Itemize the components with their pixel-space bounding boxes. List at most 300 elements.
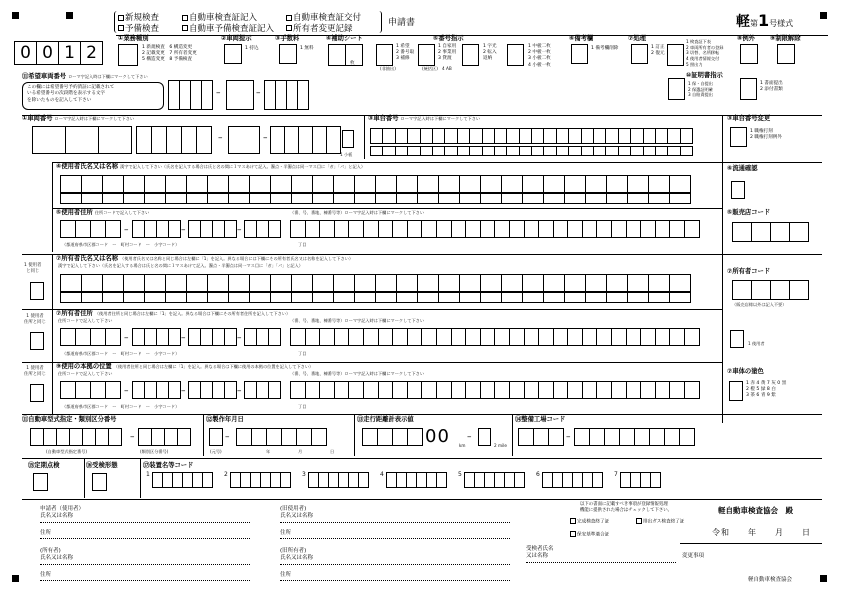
input-cell[interactable] [382,128,395,144]
input-cell[interactable] [354,175,376,193]
shiyosha-name-cells-2[interactable] [60,193,690,204]
input-cell[interactable] [494,381,510,399]
input-cell[interactable] [789,280,809,300]
input-cell[interactable] [494,328,510,346]
shiyo-jusho-address[interactable] [290,220,699,238]
input-cell[interactable] [553,381,569,399]
input-cell[interactable] [249,193,271,204]
input-cell[interactable] [251,428,267,446]
input-cell[interactable] [228,274,250,292]
input-cell[interactable] [123,274,145,292]
input-cell[interactable] [305,220,321,238]
input-cell[interactable] [574,428,590,446]
input-cell[interactable] [640,381,656,399]
input-cell[interactable] [395,146,408,156]
input-cell[interactable] [236,428,252,446]
input-cell[interactable] [144,193,166,204]
input-cell[interactable] [375,292,397,303]
gengo-input[interactable] [209,428,223,446]
address-line[interactable] [280,580,510,581]
signature-line[interactable] [40,522,250,523]
kibo-cells[interactable] [168,80,212,110]
input-cell[interactable] [305,328,321,346]
input-cell[interactable] [186,193,208,204]
shoyu-jusho-code[interactable] [132,328,180,346]
input-cell[interactable] [144,274,166,292]
input-cell[interactable] [268,328,281,346]
unit-input[interactable] [478,428,491,446]
input-cell[interactable] [312,126,327,154]
input-cell[interactable] [509,381,525,399]
input-cell[interactable] [480,328,496,346]
input-cell[interactable] [593,128,606,144]
input-cell[interactable] [655,146,668,156]
kogata-input[interactable] [342,130,354,148]
checkbox[interactable] [636,518,642,524]
input-cell[interactable] [604,428,620,446]
input-cell[interactable] [75,328,91,346]
input-cell[interactable] [123,193,145,204]
input-cell[interactable] [138,428,152,446]
input-cell[interactable] [640,328,656,346]
input-cell[interactable] [334,328,350,346]
input-cell[interactable] [436,472,447,488]
input-cell[interactable] [585,175,607,193]
input-cell[interactable] [611,381,627,399]
kibo-kana[interactable] [226,80,254,110]
input-cell[interactable] [506,128,519,144]
input-cell[interactable] [363,381,379,399]
input-cell[interactable] [680,128,693,144]
input-cell[interactable] [30,428,44,446]
input-cell[interactable] [684,328,700,346]
input-cell[interactable] [392,428,408,446]
input-cell[interactable] [362,428,378,446]
input-cell[interactable] [582,381,598,399]
input-cell[interactable] [268,381,281,399]
reigai-input[interactable] [740,44,758,64]
input-cell[interactable] [291,274,313,292]
input-cell[interactable] [421,220,437,238]
input-cell[interactable] [102,193,124,204]
bango-input-4[interactable] [507,44,524,66]
input-cell[interactable] [605,128,618,144]
input-cell[interactable] [326,126,341,154]
input-cell[interactable] [95,428,109,446]
input-cell[interactable] [268,220,281,238]
input-cell[interactable] [165,274,187,292]
sharyo-bango-cells-2[interactable] [270,126,340,154]
input-cell[interactable] [228,292,250,303]
input-cell[interactable] [375,193,397,204]
input-cell[interactable] [168,381,181,399]
input-cell[interactable] [581,146,594,156]
honkyo-code[interactable] [60,381,120,399]
sharyo-bango-region[interactable] [98,126,132,154]
honkyo-address[interactable] [290,381,699,399]
shiyo-jusho-code[interactable] [188,220,236,238]
input-cell[interactable] [568,146,581,156]
hojo-input[interactable] [328,44,346,66]
input-cell[interactable] [82,428,96,446]
seigen-input[interactable] [777,44,795,64]
input-cell[interactable] [494,146,507,156]
input-cell[interactable] [626,220,642,238]
signature-line[interactable] [40,564,250,565]
input-cell[interactable] [207,193,229,204]
input-cell[interactable] [354,274,376,292]
honkyo-code[interactable] [188,381,236,399]
input-cell[interactable] [207,274,229,292]
input-cell[interactable] [105,328,121,346]
input-cell[interactable] [417,193,439,204]
input-cell[interactable] [81,193,103,204]
input-cell[interactable] [377,428,393,446]
input-cell[interactable] [432,128,445,144]
input-cell[interactable] [643,146,656,156]
input-cell[interactable] [105,220,121,238]
input-cell[interactable] [136,126,152,154]
input-cell[interactable] [589,428,605,446]
input-cell[interactable] [533,428,549,446]
input-cell[interactable] [648,274,670,292]
tesu-input[interactable] [279,44,297,64]
shiyo-jusho-code[interactable] [132,220,180,238]
input-cell[interactable] [375,274,397,292]
input-cell[interactable] [522,193,544,204]
input-cell[interactable] [457,146,470,156]
input-cell[interactable] [667,128,680,144]
input-cell[interactable] [436,381,452,399]
input-cell[interactable] [494,128,507,144]
input-cell[interactable] [407,381,423,399]
honkyo-code[interactable] [244,381,280,399]
input-cell[interactable] [655,381,671,399]
input-cell[interactable] [564,292,586,303]
shoyu-jusho-same-input[interactable] [30,332,44,350]
kibo-cells-2[interactable] [264,80,308,110]
input-cell[interactable] [524,381,540,399]
input-cell[interactable] [319,220,335,238]
sharyo-bango-region[interactable] [32,126,66,154]
jushin-input[interactable] [92,473,107,491]
input-cell[interactable] [480,175,502,193]
input-cell[interactable] [469,128,482,144]
input-cell[interactable] [596,220,612,238]
input-cell[interactable] [382,146,395,156]
honkyo-same-input[interactable] [30,384,44,402]
input-cell[interactable] [514,472,525,488]
input-cell[interactable] [606,274,628,292]
input-cell[interactable] [56,428,70,446]
input-cell[interactable] [102,274,124,292]
bango-input-2[interactable] [418,44,435,66]
input-cell[interactable] [396,292,418,303]
input-cell[interactable] [524,220,540,238]
sharyo-bango-cells[interactable] [136,126,211,154]
input-cell[interactable] [669,274,691,292]
sochi-cells[interactable] [308,472,368,488]
input-cell[interactable] [543,128,556,144]
input-cell[interactable] [543,274,565,292]
input-cell[interactable] [60,175,82,193]
sharyo-teiji-input[interactable] [224,44,242,64]
input-cell[interactable] [506,146,519,156]
seibi-cells-2[interactable] [574,428,694,446]
input-cell[interactable] [319,328,335,346]
input-cell[interactable] [501,292,523,303]
input-cell[interactable] [319,381,335,399]
input-cell[interactable] [522,274,544,292]
input-cell[interactable] [582,220,598,238]
input-cell[interactable] [770,222,790,242]
input-cell[interactable] [567,220,583,238]
input-cell[interactable] [627,274,649,292]
input-cell[interactable] [596,381,612,399]
input-cell[interactable] [684,381,700,399]
input-cell[interactable] [270,274,292,292]
input-cell[interactable] [618,146,631,156]
sochi-cells[interactable] [386,472,446,488]
input-cell[interactable] [420,128,433,144]
input-cell[interactable] [270,193,292,204]
input-cell[interactable] [556,128,569,144]
input-cell[interactable] [407,220,423,238]
input-cell[interactable] [619,428,635,446]
input-cell[interactable] [457,128,470,144]
shiyo-jusho-code[interactable] [244,220,280,238]
input-cell[interactable] [375,175,397,193]
input-cell[interactable] [543,175,565,193]
input-cell[interactable] [543,146,556,156]
input-cell[interactable] [581,128,594,144]
input-cell[interactable] [432,146,445,156]
input-cell[interactable] [90,220,106,238]
sharyo-bango-region[interactable] [65,126,99,154]
input-cell[interactable] [202,472,213,488]
input-cell[interactable] [60,292,82,303]
input-cell[interactable] [567,381,583,399]
input-cell[interactable] [421,328,437,346]
input-cell[interactable] [643,128,656,144]
input-cell[interactable] [732,222,752,242]
input-cell[interactable] [378,381,394,399]
input-cell[interactable] [444,128,457,144]
input-cell[interactable] [123,175,145,193]
input-cell[interactable] [592,472,603,488]
input-cell[interactable] [333,274,355,292]
input-cell[interactable] [105,381,121,399]
input-cell[interactable] [669,193,691,204]
input-cell[interactable] [166,126,182,154]
input-cell[interactable] [228,193,250,204]
input-cell[interactable] [531,146,544,156]
input-cell[interactable] [201,80,213,110]
input-cell[interactable] [348,220,364,238]
input-cell[interactable] [480,381,496,399]
input-cell[interactable] [312,274,334,292]
color-input[interactable] [729,381,743,401]
input-cell[interactable] [270,292,292,303]
input-cell[interactable] [43,428,57,446]
input-cell[interactable] [363,220,379,238]
input-cell[interactable] [420,146,433,156]
input-cell[interactable] [207,175,229,193]
input-cell[interactable] [284,126,299,154]
shomei-input[interactable] [668,78,685,100]
input-cell[interactable] [669,220,685,238]
input-cell[interactable] [186,274,208,292]
input-cell[interactable] [451,381,467,399]
input-cell[interactable] [648,292,670,303]
input-cell[interactable] [407,428,423,446]
input-cell[interactable] [465,381,481,399]
input-cell[interactable] [396,175,418,193]
input-cell[interactable] [270,126,285,154]
input-cell[interactable] [606,193,628,204]
input-cell[interactable] [501,175,523,193]
input-cell[interactable] [465,220,481,238]
input-cell[interactable] [407,328,423,346]
input-cell[interactable] [509,220,525,238]
shoyu-jusho-code[interactable] [60,328,120,346]
input-cell[interactable] [655,220,671,238]
input-cell[interactable] [417,274,439,292]
address-line[interactable] [40,538,250,539]
sochi-cells[interactable] [230,472,290,488]
input-cell[interactable] [618,128,631,144]
input-cell[interactable] [228,175,250,193]
input-cell[interactable] [732,280,752,300]
input-cell[interactable] [207,292,229,303]
input-cell[interactable] [90,381,106,399]
input-cell[interactable] [333,175,355,193]
input-cell[interactable] [392,220,408,238]
input-cell[interactable] [630,146,643,156]
input-cell[interactable] [290,328,306,346]
kakunin-input[interactable] [667,44,684,66]
input-cell[interactable] [196,126,212,154]
input-cell[interactable] [186,292,208,303]
input-cell[interactable] [370,146,383,156]
input-cell[interactable] [522,175,544,193]
sochi-cells[interactable] [542,472,602,488]
input-cell[interactable] [296,428,312,446]
input-cell[interactable] [60,274,82,292]
input-cell[interactable] [249,274,271,292]
input-cell[interactable] [480,220,496,238]
signature-line[interactable] [280,564,510,565]
input-cell[interactable] [407,128,420,144]
input-cell[interactable] [582,328,598,346]
input-cell[interactable] [75,220,91,238]
shadai-cells-mark[interactable] [370,146,692,156]
input-cell[interactable] [378,220,394,238]
shoyusha-same-input[interactable] [30,282,44,300]
input-cell[interactable] [108,428,122,446]
input-cell[interactable] [480,193,502,204]
input-cell[interactable] [186,175,208,193]
input-cell[interactable] [501,193,523,204]
input-cell[interactable] [297,80,309,110]
katashiki-cells-2[interactable] [138,428,190,446]
input-cell[interactable] [123,292,145,303]
input-cell[interactable] [568,128,581,144]
input-cell[interactable] [509,328,525,346]
input-cell[interactable] [669,381,685,399]
sochi-cells[interactable] [152,472,212,488]
input-cell[interactable] [543,193,565,204]
shomei-input-2[interactable] [740,78,757,100]
address-line[interactable] [40,580,250,581]
input-cell[interactable] [640,220,656,238]
input-cell[interactable] [538,381,554,399]
input-cell[interactable] [501,274,523,292]
input-cell[interactable] [650,472,661,488]
input-cell[interactable] [585,193,607,204]
input-cell[interactable] [556,146,569,156]
input-cell[interactable] [290,220,306,238]
input-cell[interactable] [679,428,695,446]
input-cell[interactable] [333,292,355,303]
input-cell[interactable] [519,128,532,144]
input-cell[interactable] [144,292,166,303]
input-cell[interactable] [354,292,376,303]
input-cell[interactable] [648,175,670,193]
input-cell[interactable] [75,381,91,399]
checkbox[interactable] [570,531,576,537]
input-cell[interactable] [311,428,327,446]
input-cell[interactable] [524,328,540,346]
input-cell[interactable] [354,193,376,204]
input-cell[interactable] [224,220,237,238]
input-cell[interactable] [363,328,379,346]
katashiki-cells[interactable] [30,428,121,446]
input-cell[interactable] [680,146,693,156]
sochi-cells[interactable] [464,472,524,488]
input-cell[interactable] [417,175,439,193]
input-cell[interactable] [630,128,643,144]
input-cell[interactable] [164,428,178,446]
seibi-cells[interactable] [518,428,563,446]
input-cell[interactable] [168,220,181,238]
input-cell[interactable] [438,193,460,204]
input-cell[interactable] [60,220,76,238]
teiki-input[interactable] [33,473,48,491]
input-cell[interactable] [281,428,297,446]
input-cell[interactable] [348,328,364,346]
input-cell[interactable] [522,292,544,303]
input-cell[interactable] [438,175,460,193]
input-cell[interactable] [482,128,495,144]
input-cell[interactable] [151,126,167,154]
input-cell[interactable] [564,175,586,193]
seisaku-cells[interactable] [236,428,326,446]
input-cell[interactable] [102,175,124,193]
shoyusha-code-cells[interactable] [732,280,808,300]
input-cell[interactable] [224,381,237,399]
input-cell[interactable] [770,280,790,300]
sochi-cells[interactable] [620,472,660,488]
input-cell[interactable] [249,292,271,303]
honkyo-code[interactable] [132,381,180,399]
input-cell[interactable] [395,128,408,144]
input-cell[interactable] [459,274,481,292]
input-cell[interactable] [627,193,649,204]
input-cell[interactable] [102,292,124,303]
input-cell[interactable] [348,381,364,399]
input-cell[interactable] [567,328,583,346]
